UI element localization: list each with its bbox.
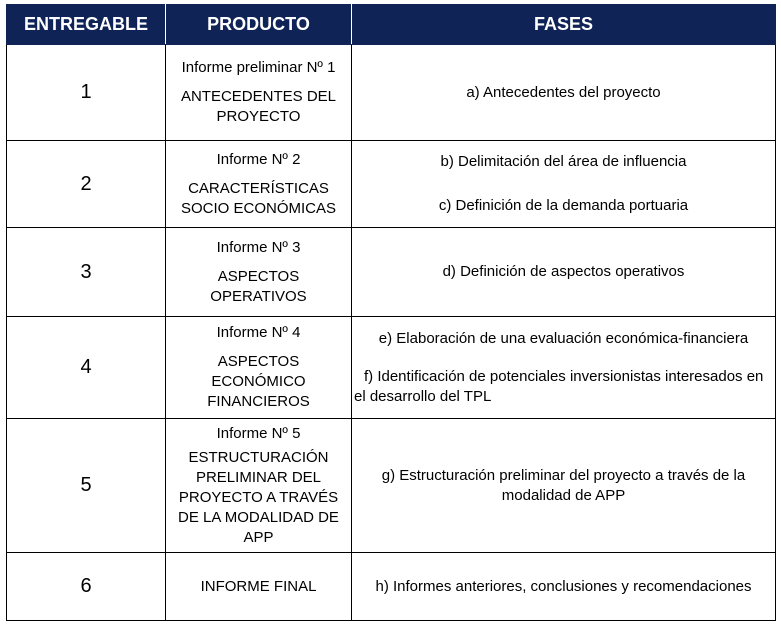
producto-informe: Informe Nº 3 (216, 238, 301, 256)
entregable-number: 2 (7, 141, 166, 228)
fases-cell (352, 419, 776, 553)
table-row (7, 419, 776, 553)
producto-titulo: ANTECEDENTES DEL PROYECTO (180, 88, 337, 125)
fase-item: g) Estructuración preliminar del proyecto a través de la modalidad de APP (381, 466, 746, 504)
fase-item: c) Definición de la demanda portuaria (438, 197, 689, 214)
entregable-number: 6 (7, 553, 166, 621)
table-row (7, 228, 776, 317)
table-row (7, 141, 776, 228)
entregable-number: 3 (7, 228, 166, 317)
entregable-number: 5 (7, 419, 166, 553)
deliverables-table-wrapper (6, 4, 775, 621)
fase-item: b) Delimitación del área de influencia (440, 153, 687, 170)
producto-cell (166, 419, 352, 553)
fases-cell (352, 228, 776, 317)
table-row (7, 45, 776, 141)
producto-titulo: ESTRUCTURACIÓN PRELIMINAR DEL PROYECTO A TRAVÉS DE LA MODALIDAD DE APP (178, 448, 339, 546)
producto-informe: Informe preliminar Nº 1 (181, 59, 336, 76)
producto-informe: Informe Nº 2 (216, 150, 301, 168)
table-row (7, 553, 776, 621)
fases-cell (352, 317, 776, 419)
fase-item: a) Antecedentes del proyecto (466, 83, 661, 101)
fase-item: e) Elaboración de una evaluación económica-financiera (378, 329, 749, 347)
fases-cell (352, 45, 776, 141)
entregable-number: 4 (7, 317, 166, 419)
deliverables-table (6, 4, 776, 621)
producto-cell (166, 141, 352, 228)
header-producto: PRODUCTO (166, 5, 352, 45)
header-entregable: ENTREGABLE (7, 5, 166, 45)
producto-cell (166, 228, 352, 317)
fases-cell (352, 553, 776, 621)
fase-item: d) Definición de aspectos operativos (442, 263, 685, 280)
entregable-number: 1 (7, 45, 166, 141)
producto-informe: Informe Nº 5 (216, 424, 301, 442)
producto-cell (166, 317, 352, 419)
producto-titulo: INFORME FINAL (200, 577, 317, 595)
fase-item: h) Informes anteriores, conclusiones y recomendaciones (375, 577, 752, 595)
header-fases: FASES (352, 5, 776, 45)
fase-item: f) Identificación de potenciales inversionistas interesados en el desarrollo del TPL (354, 367, 764, 405)
producto-informe: Informe Nº 4 (216, 324, 301, 341)
producto-titulo: ASPECTOS ECONÓMICO FINANCIEROS (207, 353, 310, 410)
producto-titulo: ASPECTOS OPERATIVOS (210, 267, 307, 305)
producto-cell (166, 553, 352, 621)
producto-titulo: CARACTERÍSTICAS SOCIO ECONÓMICAS (180, 179, 337, 217)
fases-cell (352, 141, 776, 228)
table-row (7, 317, 776, 419)
producto-cell (166, 45, 352, 141)
table-header-row (7, 5, 776, 45)
